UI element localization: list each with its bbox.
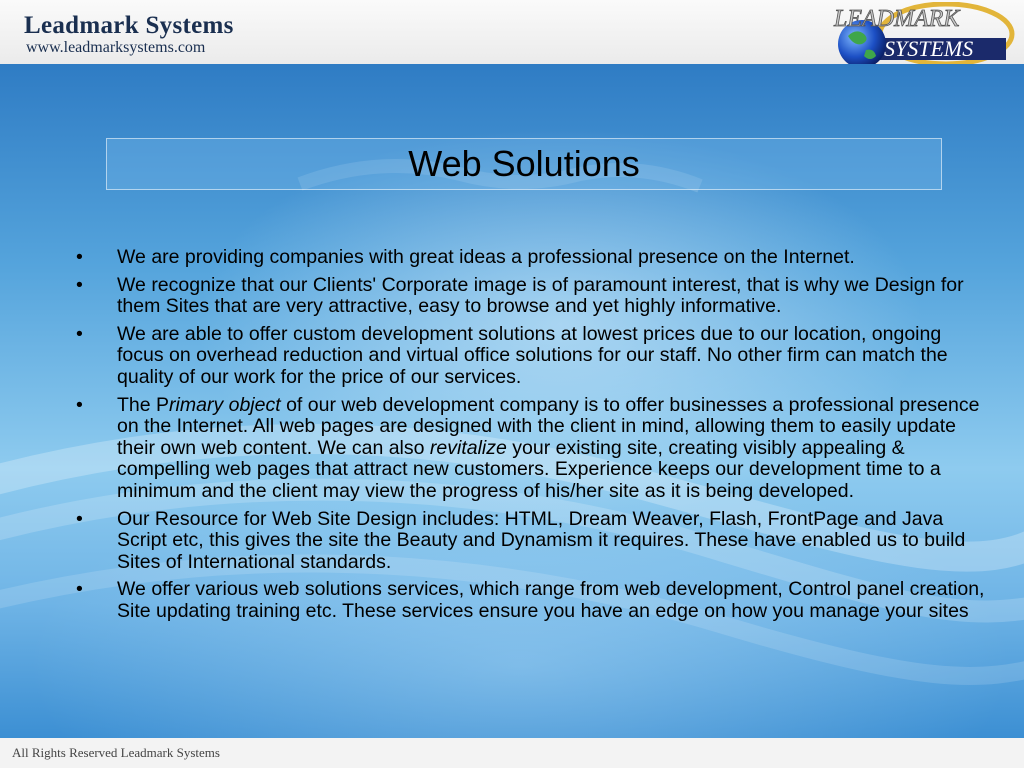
bullet-text-italic: revitalize — [429, 436, 507, 459]
header — [0, 0, 1024, 64]
bullet-marker: • — [76, 273, 83, 296]
company-name: Leadmark Systems — [24, 12, 234, 39]
bullet-marker: • — [76, 322, 83, 345]
footer — [0, 738, 1024, 768]
bullet-item — [76, 275, 986, 318]
bullet-marker: • — [76, 507, 83, 530]
footer-copyright: All Rights Reserved Leadmark Systems — [12, 745, 220, 760]
bullet-text: We are able to offer custom development solutions at lowest prices due to our location, ongoing focus on overhead reduction and virtual office solutions for our staff. No other firm can match the quality of our work for the price of our services. — [117, 322, 948, 388]
company-website: www.leadmarksystems.com — [26, 39, 206, 56]
bullet-item — [76, 324, 986, 389]
slide-title: Web Solutions — [408, 143, 640, 184]
bullet-marker: • — [76, 393, 83, 416]
logo-text-top: LEADMARK — [834, 6, 960, 32]
bullet-text: We recognize that our Clients' Corporate image is of paramount interest, that is why we Design for them Sites that are very attractive, easy to browse and yet highly informative. — [117, 273, 964, 318]
bullet-item — [76, 247, 986, 269]
bullet-text: your existing site, creating visibly appealing & compelling web pages that attract new customers. Experience keeps our development time to a minimum and the client may view the progress of his/her site as it is being developed. — [117, 436, 941, 502]
logo-text-bottom: SYSTEMS — [884, 36, 974, 61]
bullet-list — [76, 247, 986, 629]
bullet-text: of our web development company is to offer businesses a professional presence on the Internet. All web pages are designed with the client in mind, allowing them to easily update their own web content. We can also — [117, 393, 980, 459]
bullet-item — [76, 509, 986, 574]
bullet-item — [76, 579, 986, 622]
company-logo — [826, 2, 1020, 70]
bullet-text: We are providing companies with great ideas a professional presence on the Internet. — [117, 246, 855, 268]
slide-body — [0, 64, 1024, 738]
bullet-marker: • — [76, 246, 83, 268]
bullet-text: We offer various web solutions services, which range from web development, Control panel creation, Site updating training etc. These services ensure you have an edge on how you manage your sites — [117, 578, 985, 622]
bullet-marker: • — [76, 578, 83, 601]
title-box — [106, 138, 942, 190]
bullet-text-italic: rimary object — [169, 393, 281, 416]
bullet-text: Our Resource for Web Site Design includes: HTML, Dream Weaver, Flash, FrontPage and Java Script etc, this gives the site the Beauty and Dynamism it requires. These have enabled us to build Sites of International standards. — [117, 507, 966, 573]
bullet-item — [76, 395, 986, 503]
bullet-text: The P — [117, 393, 170, 416]
